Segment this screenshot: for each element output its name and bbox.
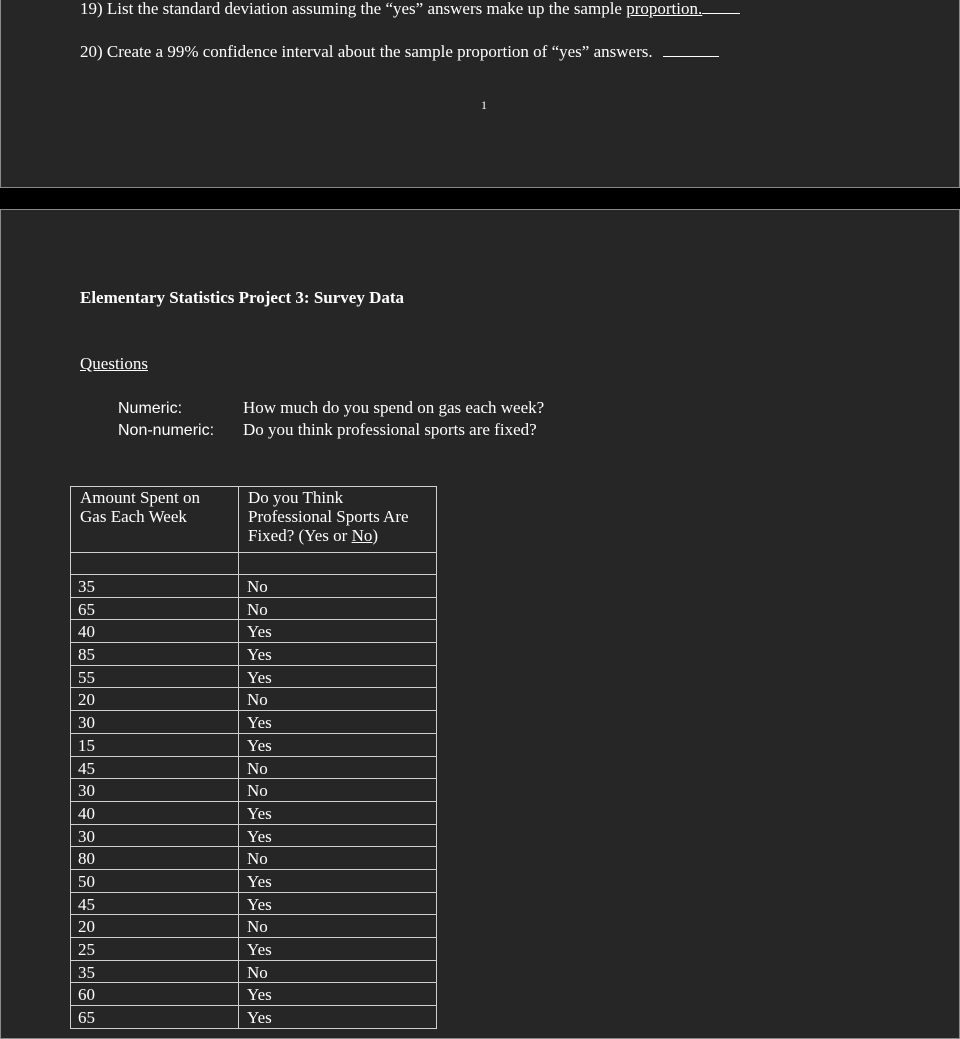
answer-cell: No (239, 575, 437, 598)
table-row (71, 801, 437, 824)
question-19-underlined-word: proportion. (626, 0, 703, 18)
table-row (71, 938, 437, 961)
answer-cell: Yes (239, 892, 437, 915)
document-title: Elementary Statistics Project 3: Survey Data (80, 288, 405, 307)
answer-cell: No (239, 597, 437, 620)
question-19-text: 19) List the standard deviation assuming the “yes” answers make up the sample (80, 0, 622, 18)
answer-cell: Yes (239, 1006, 437, 1029)
amount-cell: 80 (71, 847, 239, 870)
nonnumeric-question-row (118, 420, 537, 440)
nonnumeric-label: Non-numeric: (118, 422, 215, 439)
table-row (71, 733, 437, 756)
table-row (71, 960, 437, 983)
answer-cell: Yes (239, 665, 437, 688)
answer-cell: Yes (239, 643, 437, 666)
amount-cell: 20 (71, 915, 239, 938)
table-row (71, 779, 437, 802)
table-header-row (71, 487, 437, 553)
amount-cell: 45 (71, 756, 239, 779)
amount-cell: 45 (71, 892, 239, 915)
amount-cell: 60 (71, 983, 239, 1006)
numeric-question-text: How much do you spend on gas each week? (243, 398, 545, 417)
amount-cell: 65 (71, 1006, 239, 1029)
amount-cell: 35 (71, 960, 239, 983)
question-20 (80, 42, 719, 62)
answer-blank-19[interactable] (702, 12, 740, 14)
table-row (71, 847, 437, 870)
spacer-cell (71, 553, 239, 575)
table-row (71, 688, 437, 711)
answer-cell: No (239, 779, 437, 802)
amount-cell: 15 (71, 733, 239, 756)
answer-cell: Yes (239, 620, 437, 643)
amount-cell: 50 (71, 869, 239, 892)
amount-cell: 30 (71, 779, 239, 802)
answer-cell: No (239, 847, 437, 870)
table-row (71, 575, 437, 598)
header-sports-fixed (239, 487, 437, 553)
question-19 (80, 0, 740, 19)
answer-cell: Yes (239, 938, 437, 961)
header-amount-spent: Amount Spent on Gas Each Week (71, 487, 239, 553)
survey-data-table (70, 486, 437, 1029)
numeric-label: Numeric: (118, 400, 183, 417)
amount-cell: 30 (71, 711, 239, 734)
table-row (71, 824, 437, 847)
table-row (71, 643, 437, 666)
table-row (71, 756, 437, 779)
table-row (71, 597, 437, 620)
answer-cell: No (239, 688, 437, 711)
answer-cell: No (239, 960, 437, 983)
table-row (71, 869, 437, 892)
answer-cell: Yes (239, 869, 437, 892)
answer-cell: Yes (239, 824, 437, 847)
page-number: 1 (481, 98, 487, 112)
table-row (71, 711, 437, 734)
spacer-cell (239, 553, 437, 575)
table-row (71, 892, 437, 915)
answer-blank-20[interactable] (663, 55, 719, 57)
answer-cell: Yes (239, 983, 437, 1006)
questions-heading: Questions (80, 354, 148, 373)
numeric-question-row (118, 398, 544, 418)
amount-cell: 30 (71, 824, 239, 847)
header-sports-fixed-no: No (351, 526, 373, 545)
amount-cell: 25 (71, 938, 239, 961)
table-row (71, 983, 437, 1006)
table-body (71, 575, 437, 1029)
table-row (71, 620, 437, 643)
amount-cell: 65 (71, 597, 239, 620)
amount-cell: 35 (71, 575, 239, 598)
answer-cell: Yes (239, 801, 437, 824)
amount-cell: 40 (71, 620, 239, 643)
answer-cell: Yes (239, 711, 437, 734)
amount-cell: 55 (71, 665, 239, 688)
answer-cell: No (239, 756, 437, 779)
answer-cell: No (239, 915, 437, 938)
nonnumeric-question-text: Do you think professional sports are fixed? (243, 420, 537, 439)
table-spacer-row (71, 553, 437, 575)
table-row (71, 665, 437, 688)
amount-cell: 85 (71, 643, 239, 666)
document-page-2 (0, 209, 960, 1039)
document-page-1 (0, 0, 960, 188)
answer-cell: Yes (239, 733, 437, 756)
header-sports-fixed-text: Do you Think Professional Sports Are Fixed? (Yes or (248, 488, 409, 545)
table-row (71, 915, 437, 938)
amount-cell: 20 (71, 688, 239, 711)
table-row (71, 1006, 437, 1029)
question-20-text: 20) Create a 99% confidence interval about the sample proportion of “yes” answers. (80, 42, 653, 61)
header-sports-fixed-close: ) (372, 526, 379, 545)
amount-cell: 40 (71, 801, 239, 824)
